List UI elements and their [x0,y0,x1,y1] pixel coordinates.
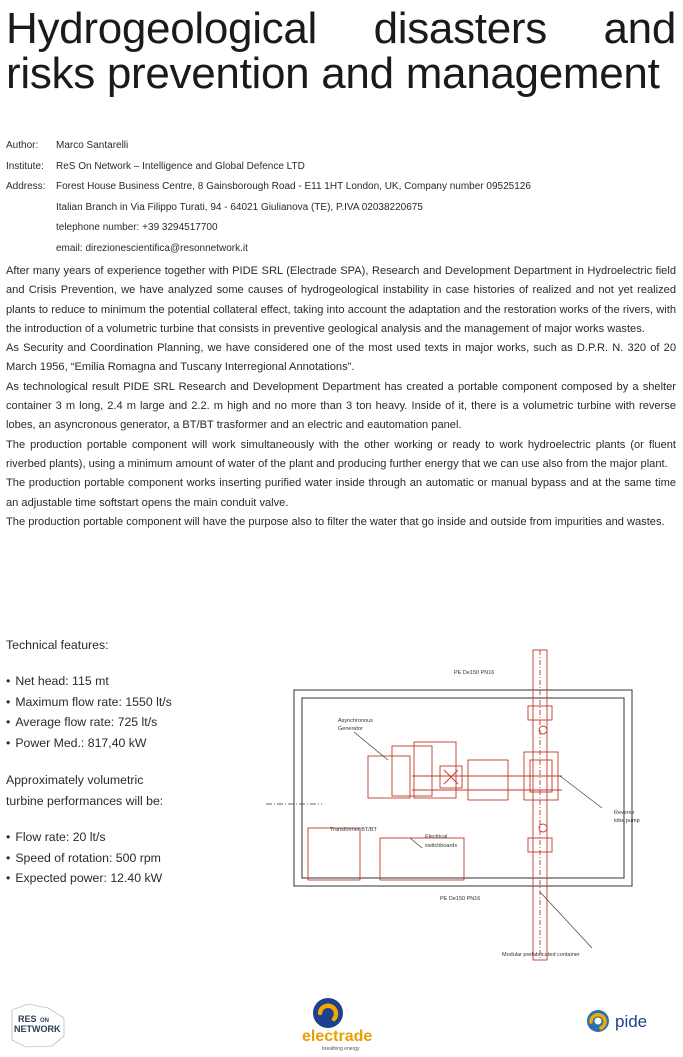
generator-motor [392,746,432,796]
pide-name: pide [615,1012,648,1031]
res-on-network-logo [8,1000,68,1050]
electrade-name: electrade [302,1028,373,1045]
electrade-emblem [313,998,343,1028]
performance-item: • Expected power: 12.40 kW [6,868,266,889]
network-text: NETWORK [14,1024,61,1034]
feature-item: • Power Med.: 817,40 kW [6,733,266,754]
paragraph: The production portable component will have the purpose also to filter the water that go inside and outside from impurities and wastes. [6,515,665,528]
label-container: Modular prefabricated container [502,952,580,958]
paragraph: After many years of experience together with PIDE SRL (Electrade SPA), Research and Development Department in Hydroelectric field and Crisis Prevention, we have analyzed some causes of hydrogeological instability in case histories of realized and not yet realized plants to reduce to minimum the potential collateral effect, taking into account the adaptation and the restoration works of the rivers, with the introduction of a volumetric turbine that consists in preventive geological analysis and the management of major works wastes. [6,265,676,335]
label-generator: Asynchronous [338,718,373,724]
generator-body [368,756,410,798]
res-text: RES [18,1014,37,1024]
label-transformer: Transformer BT/BT [330,827,377,833]
paragraph: As technological result PIDE SRL Research and Development Department has created a portable component composed by a shelter container 3 m long, 2.4 m large and 2.2. m high and no more than 3 ton heavy. Inside of it, there is a volumetric turbine with reverse lobes, an asyncronous generator, a BT/BT trasformer and an electric and eautomation panel. [6,380,676,432]
address-label: Address: [6,181,46,192]
transformer [308,828,360,880]
turbine-base [468,760,508,800]
turbine-container-diagram [262,648,682,968]
pide-logo [585,1005,660,1037]
feature-item: • Net head: 115 mt [6,671,266,692]
address-line: Italian Branch in Via Filippo Turati, 94 - 64021 Giulianova (TE), P.IVA 02038220675 [56,201,423,213]
features-title: Technical features: [6,638,109,652]
institute-name: ReS On Network – Intelligence and Global Defence LTD [56,160,305,172]
feature-item: • Average flow rate: 725 lt/s [6,712,266,733]
author-label: Author: [6,140,39,151]
performance-item: • Flow rate: 20 lt/s [6,827,266,848]
performance-item: • Speed of rotation: 500 rpm [6,848,266,869]
address-row [6,177,531,198]
author-block [6,136,531,259]
paragraph: As Security and Coordination Planning, we have considered one of the most used texts in major works, such as D.P.R. N. 320 of 20 March 1956, “Emilia Romagna and Tuscany Interregional Annotations”. [6,342,676,374]
performance-intro [6,770,266,811]
author-row [6,136,531,157]
label-pump: Reverse [614,810,635,816]
label-top-pipe: PE De150 PN16 [454,670,495,676]
performance-list [6,827,266,889]
electrade-logo [300,995,384,1053]
institute-row [6,157,531,178]
technical-features [6,635,266,889]
performance-intro-line: turbine performances will be: [6,793,164,808]
email-line: email: direzionescientifica@resonnetwork.it [56,242,248,254]
title-line-1: Hydrogeological disasters and [6,4,676,53]
performance-intro-line: Approximately volumetric [6,773,144,787]
telephone-line: telephone number: +39 3294517700 [56,222,218,233]
page-title [6,6,676,96]
body-text [6,262,676,532]
title-line-2: risks prevention and management [6,49,660,98]
paragraph: The production portable component works inserting purified water inside through an automatic or manual bypass and at the same time an adjustable time softstart opens the main conduit valve. [6,477,676,509]
label-generator: Generator [338,726,363,732]
label-bottom-pipe: PE De150 PN16 [440,896,481,902]
paragraph: The production portable component will work simultaneously with the other working or ready to work hydroelectric plants (or fluent riverbed plants), using a minimum amount of water of the plant and producing further energy that we can use also from the major plant. [6,438,676,470]
institute-label: Institute: [6,160,44,172]
author-name: Marco Santarelli [56,140,129,151]
feature-item: • Maximum flow rate: 1550 lt/s [6,692,266,713]
address-line: Forest House Business Centre, 8 Gainsborough Road - E11 1HT London, UK, Company number 09525126 [56,181,531,192]
electrade-tagline: breathing energy [322,1046,360,1052]
features-list [6,671,266,753]
on-text: ON [40,1018,49,1024]
label-switchboards: Electrical [425,834,448,840]
label-pump: lobe pump [614,818,640,824]
label-switchboards: switchboards [425,843,458,849]
